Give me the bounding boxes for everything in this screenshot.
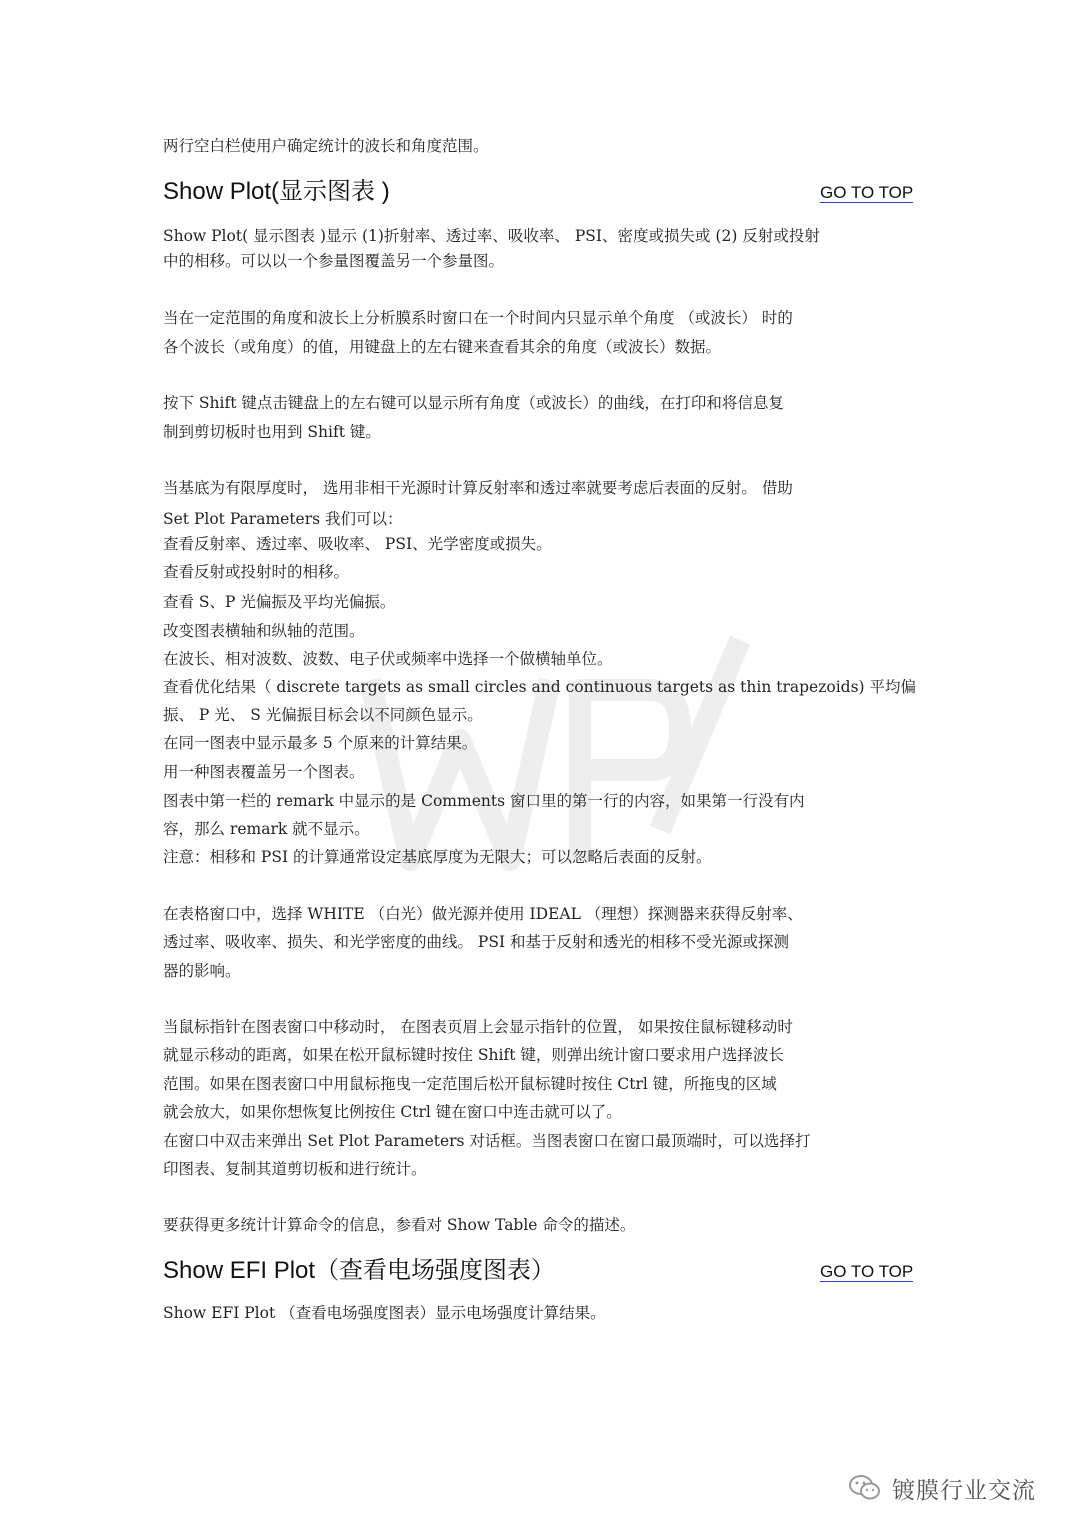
text-line: 范围。如果在图表窗口中用鼠标拖曳一定范围后松开鼠标键时按住 Ctrl 键，所拖曳的区域	[163, 1075, 777, 1093]
text-line: Set Plot Parameters 我们可以：	[163, 510, 403, 528]
text-line: 在同一图表中显示最多 5 个原来的计算结果。	[163, 734, 478, 752]
footer-brand: 镀膜行业交流	[892, 1477, 1036, 1504]
text-line: 改变图表横轴和纵轴的范围。	[163, 622, 365, 640]
go-to-top-link[interactable]: GO TO TOP	[820, 1262, 914, 1281]
text-line: 要获得更多统计计算命令的信息，参看对 Show Table 命令的描述。	[163, 1216, 636, 1234]
text-line: 在表格窗口中，选择 WHITE （白光）做光源并使用 IDEAL （理想）探测器来获得反射率、	[163, 905, 803, 923]
heading-show-efi-plot: Show EFI Plot（查看电场强度图表）	[163, 1257, 556, 1284]
text-line: 当在一定范围的角度和波长上分析膜系时窗口在一个时间内只显示单个角度 （或波长） 时的	[163, 309, 793, 327]
text-line: 按下 Shift 键点击键盘上的左右键可以显示所有角度（或波长）的曲线，在打印和将信息复	[163, 394, 784, 412]
heading-show-plot: Show Plot(显示图表 )	[163, 178, 390, 205]
go-to-top-link[interactable]: GO TO TOP	[820, 183, 914, 202]
text-line: 各个波长（或角度）的值，用键盘上的左右键来查看其余的角度（或波长）数据。	[163, 338, 722, 356]
text-line: 图表中第一栏的 remark 中显示的是 Comments 窗口里的第一行的内容，如果第一行没有内	[163, 792, 805, 810]
text-line: 当基底为有限厚度时， 选用非相干光源时计算反射率和透过率就要考虑后表面的反射。 借助	[163, 479, 793, 497]
text-line: Show EFI Plot （查看电场强度图表）显示电场强度计算结果。	[163, 1304, 606, 1322]
text-line: Show Plot( 显示图表 )显示 (1)折射率、透过率、吸收率、 PSI、密度或损失或 (2) 反射或投射	[163, 227, 820, 245]
text-line: 在波长、相对波数、波数、电子伏或频率中选择一个做横轴单位。	[163, 650, 613, 668]
text-line: 查看 S、P 光偏振及平均光偏振。	[163, 593, 396, 611]
text-line: 就显示移动的距离，如果在松开鼠标键时按住 Shift 键，则弹出统计窗口要求用户选择波长	[163, 1046, 784, 1064]
wechat-footer	[848, 1470, 1058, 1506]
text-line: 中的相移。可以以一个参量图覆盖另一个参量图。	[163, 252, 505, 270]
text-line: 查看优化结果（ discrete targets as small circles and continuous targets as thin trapezoids) 平均偏	[163, 678, 917, 696]
text-line: 器的影响。	[163, 962, 241, 980]
text-line: 查看反射率、透过率、吸收率、 PSI、光学密度或损失。	[163, 535, 552, 553]
text-line: 就会放大，如果你想恢复比例按住 Ctrl 键在窗口中连击就可以了。	[163, 1103, 622, 1121]
text-line: 在窗口中双击来弹出 Set Plot Parameters 对话框。当图表窗口在窗口最顶端时，可以选择打	[163, 1132, 811, 1150]
text-line: 印图表、复制其道剪切板和进行统计。	[163, 1160, 427, 1178]
text-line: 容，那么 remark 就不显示。	[163, 820, 370, 838]
text-line: 透过率、吸收率、损失、和光学密度的曲线。 PSI 和基于反射和透光的相移不受光源或探测	[163, 933, 790, 951]
text-line: 查看反射或投射时的相移。	[163, 563, 350, 581]
text-line: 两行空白栏使用户确定统计的波长和角度范围。	[163, 137, 489, 155]
wechat-icon	[848, 1473, 882, 1503]
text-line: 当鼠标指针在图表窗口中移动时， 在图表页眉上会显示指针的位置， 如果按住鼠标键移动时	[163, 1018, 793, 1036]
text-line: 振、 P 光、 S 光偏振目标会以不同颜色显示。	[163, 706, 483, 724]
text-line: 制到剪切板时也用到 Shift 键。	[163, 423, 381, 441]
text-line: 注意：相移和 PSI 的计算通常设定基底厚度为无限大；可以忽略后表面的反射。	[163, 848, 712, 866]
text-line: 用一种图表覆盖另一个图表。	[163, 763, 365, 781]
